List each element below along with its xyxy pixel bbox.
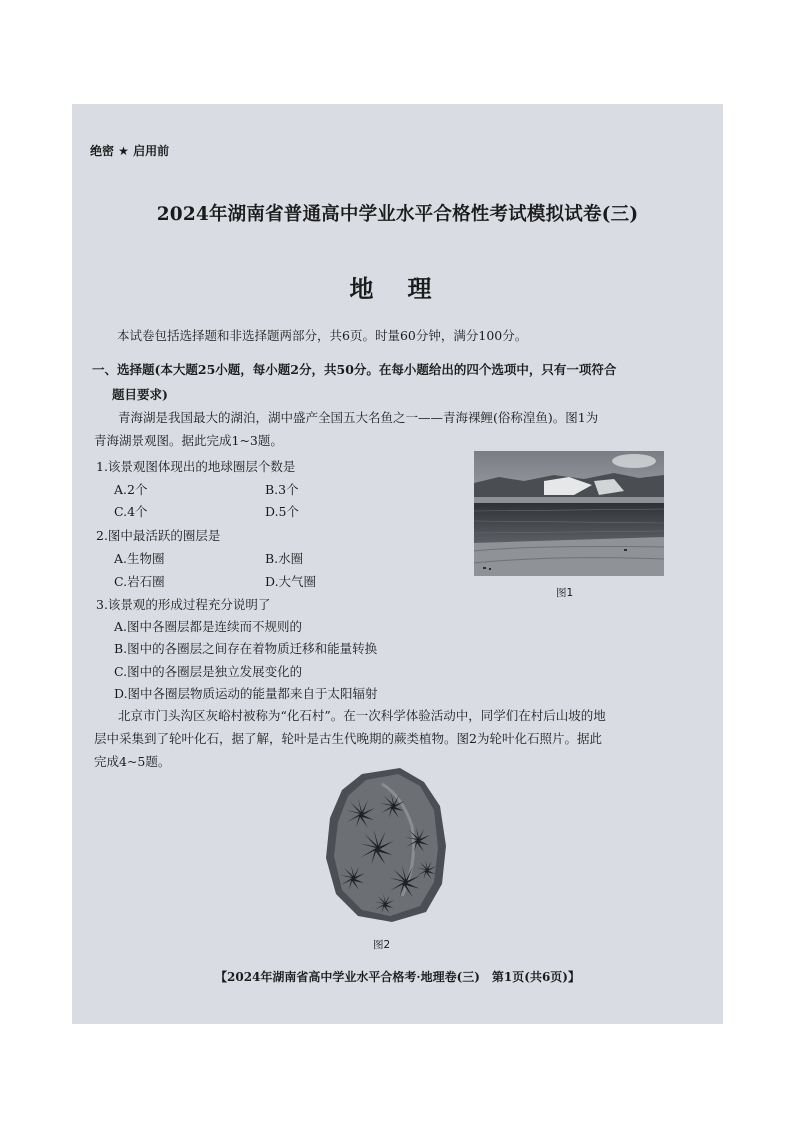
- question-3-option-a: A.图中各圈层都是连续而不规则的: [114, 619, 303, 634]
- qinghai-lake-photo: [474, 451, 664, 576]
- exam-page: [72, 104, 723, 1024]
- question-3-stem: 3.该景观的形成过程充分说明了: [96, 597, 271, 612]
- question-1-option-c: C.4个: [114, 504, 148, 519]
- section-heading-cont: 题目要求): [112, 387, 168, 402]
- figure2-caption: 图2: [373, 939, 391, 951]
- question-2-option-c: C.岩石圈: [114, 574, 165, 589]
- passage1-line2: 青海湖景观图。据此完成1~3题。: [94, 433, 283, 448]
- exam-intro: 本试卷包括选择题和非选择题两部分，共6页。时量60分钟，满分100分。: [117, 328, 528, 343]
- figure1-caption: 图1: [556, 587, 574, 599]
- question-2-stem: 2.图中最活跃的圈层是: [96, 528, 221, 543]
- confidential-label: 绝密 ★ 启用前: [90, 144, 170, 158]
- passage1-line1: 青海湖是我国最大的湖泊，湖中盛产全国五大名鱼之一——青海裸鲤(俗称湟鱼)。图1为: [118, 410, 599, 425]
- section-heading: 一、选择题(本大题25小题，每小题2分，共50分。在每小题给出的四个选项中，只有一项符合: [92, 362, 617, 377]
- question-2-option-d: D.大气圈: [265, 574, 317, 589]
- question-3-option-d: D.图中各圈层物质运动的能量都来自于太阳辐射: [114, 686, 378, 701]
- passage2-line1: 北京市门头沟区灰峪村被称为“化石村”。在一次科学体验活动中，同学们在村后山坡的地: [118, 708, 606, 723]
- exam-title: 2024年湖南省普通高中学业水平合格性考试模拟试卷(三): [156, 204, 639, 225]
- leaf-fossil-photo: [322, 766, 452, 924]
- question-2-option-b: B.水圈: [265, 551, 304, 566]
- page-footer: 【2024年湖南省高中学业水平合格考·地理卷(三) 第1页(共6页)】: [215, 970, 580, 984]
- question-1-option-d: D.5个: [265, 504, 300, 519]
- question-1-stem: 1.该景观图体现出的地球圈层个数是: [96, 459, 296, 474]
- question-2-option-a: A.生物圈: [114, 551, 165, 566]
- passage2-line3: 完成4~5题。: [94, 754, 171, 769]
- question-1-option-a: A.2个: [114, 482, 148, 497]
- subject-title: 地理: [349, 274, 466, 303]
- question-3-option-c: C.图中的各圈层是独立发展变化的: [114, 664, 303, 679]
- passage2-line2: 层中采集到了轮叶化石，据了解，轮叶是古生代晚期的蕨类植物。图2为轮叶化石照片。据此: [94, 731, 602, 746]
- question-1-option-b: B.3个: [265, 482, 299, 497]
- question-3-option-b: B.图中的各圈层之间存在着物质迁移和能量转换: [114, 641, 378, 656]
